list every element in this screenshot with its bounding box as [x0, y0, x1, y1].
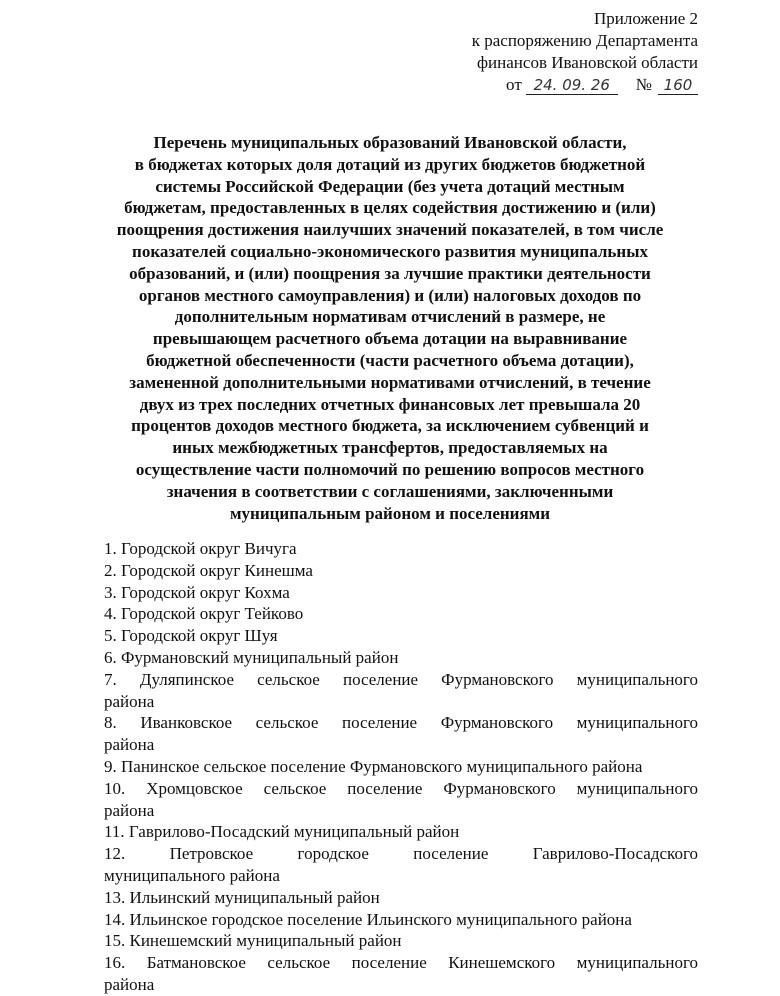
title-line: осуществление части полномочий по решению вопросов местного: [135, 459, 645, 479]
title-line: муниципальным районом и поселениями: [229, 503, 551, 523]
title-line: бюджетам, предоставленных в целях содействия достижению и (или): [124, 198, 656, 218]
list-item-text: 6. Фурмановский муниципальный район: [104, 647, 399, 667]
handwritten-number: 160: [658, 76, 698, 95]
list-item-continuation: района: [104, 800, 155, 820]
list-item: [104, 647, 698, 669]
list-item: [104, 582, 698, 604]
title-line: бюджетной обеспеченности (части расчетного объема дотации),: [146, 350, 634, 370]
list-item: [104, 625, 698, 647]
title-line: поощрения достижения наилучших значений показателей, в том числе: [116, 220, 664, 240]
title-line: превышающем расчетного объема дотации на выравнивание: [152, 329, 628, 349]
list-item-continuation: муниципального района: [104, 865, 280, 885]
list-item-text: 4. Городской округ Тейково: [104, 604, 304, 624]
list-item-text: 16. Батмановское сельское поселение Кинешемского муниципального: [104, 953, 698, 973]
title-line: процентов доходов местного бюджета, за исключением субвенций и: [131, 416, 649, 436]
list-item: [104, 756, 698, 778]
list-item-text: 15. Кинешемский муниципальный район: [104, 931, 402, 951]
list-item-text: 2. Городской округ Кинешма: [104, 560, 313, 580]
department-name: финансов Ивановской области: [477, 53, 698, 72]
title-line: в бюджетах которых доля дотаций из других бюджетов бюджетной: [134, 154, 646, 174]
list-item-text: 7. Дуляпинское сельское поселение Фурмановского муниципального: [104, 669, 698, 689]
title-line: показателей социально-экономического развития муниципальных: [132, 241, 648, 261]
title-line: дополнительным нормативам отчислений в размере, не: [174, 307, 606, 327]
list-item-text: 3. Городской округ Кохма: [104, 582, 290, 602]
handwritten-date: 24. 09. 26: [526, 76, 618, 95]
list-item: [104, 909, 698, 931]
list-item: [104, 560, 698, 582]
appendix-label: Приложение 2: [594, 9, 698, 28]
list-item: [104, 952, 698, 996]
list-item: [104, 669, 698, 713]
list-item-continuation: района: [104, 735, 155, 755]
appendix-header: [472, 8, 698, 96]
list-item-text: 14. Ильинское городское поселение Ильинского муниципального района: [104, 909, 632, 929]
list-item-text: 1. Городской округ Вичуга: [104, 539, 297, 558]
list-item: [104, 930, 698, 952]
municipality-list: [104, 538, 698, 996]
list-item-text: 10. Хромцовское сельское поселение Фурмановского муниципального: [104, 778, 698, 798]
list-item: [104, 603, 698, 625]
list-item: [104, 538, 698, 560]
document-title: [80, 132, 700, 524]
list-item-continuation: района: [104, 691, 155, 711]
title-line: органов местного самоуправления) и (или) налоговых доходов по: [138, 285, 642, 305]
title-line: замененной дополнительными нормативами отчислений, в течение: [129, 372, 651, 392]
list-item: [104, 712, 698, 756]
title-line: Перечень муниципальных образований Ивановской области,: [153, 133, 627, 152]
list-item: [104, 778, 698, 822]
list-item-text: 9. Панинское сельское поселение Фурмановского муниципального района: [104, 756, 643, 776]
title-line: иных межбюджетных трансфертов, предоставляемых на: [172, 438, 608, 458]
date-number-line: [506, 74, 698, 96]
list-item-text: 5. Городской округ Шуя: [104, 626, 278, 646]
list-item: [104, 843, 698, 887]
list-item-continuation: района: [104, 974, 155, 994]
list-item-text: 11. Гаврилово-Посадский муниципальный район: [104, 822, 460, 842]
list-item: [104, 821, 698, 843]
title-line: значения в соответствии с соглашениями, заключенными: [166, 481, 614, 501]
title-line: системы Российской Федерации (без учета дотаций местным: [155, 176, 625, 196]
order-reference: к распоряжению Департамента: [471, 31, 698, 50]
title-line: двух из трех последних отчетных финансовых лет превышала 20: [139, 394, 641, 414]
number-prefix: №: [635, 75, 652, 94]
list-item-text: 13. Ильинский муниципальный район: [104, 887, 380, 907]
date-prefix: от: [506, 75, 522, 94]
list-item-text: 8. Иванковское сельское поселение Фурмановского муниципального: [104, 713, 698, 733]
list-item-text: 12. Петровское городское поселение Гаврилово-Посадского: [104, 844, 698, 864]
title-line: образований, и (или) поощрения за лучшие практики деятельности: [129, 263, 651, 283]
list-item: [104, 887, 698, 909]
